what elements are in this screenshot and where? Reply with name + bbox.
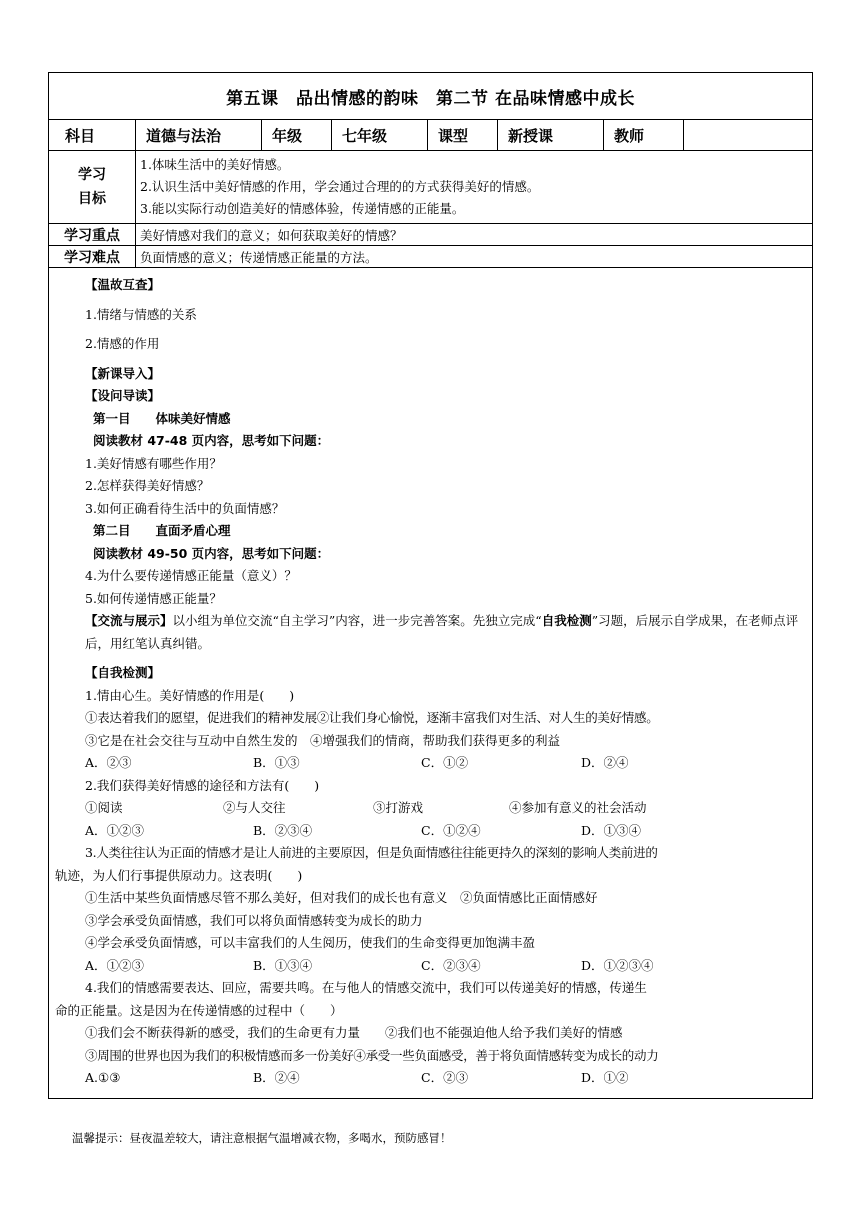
difficult-points-value: 负面情感的意义；传递情感正能量的方法。	[136, 246, 813, 268]
q3-stem: 3.人类往往认为正面的情感才是让人前进的主要原因，但是负面情感往往能更持久的深刻的影响人类前进的	[85, 845, 658, 860]
option: C．②③④	[421, 957, 481, 973]
teacher-label: 教师	[604, 120, 684, 151]
q2-choices	[55, 797, 806, 820]
lesson-title: 第五课 品出情感的韵味 第二节 在品味情感中成长	[49, 73, 813, 120]
question-item: 3.如何正确看待生活中的负面情感？	[85, 500, 285, 516]
exchange-bold: 自我检测	[541, 613, 592, 628]
q4-line: ③周围的世界也因为我们的积极情感而多一份美好④承受一些负面感受，善于将负面情感转变为成长的动力	[85, 1047, 659, 1063]
choice: ②与人交往	[223, 800, 286, 815]
q3-line: ①生活中某些负面情感尽管不那么美好，但对我们的成长也有意义 ②负面情感比正面情感好	[85, 890, 598, 905]
body-row	[49, 268, 813, 1099]
key-points-value: 美好情感对我们的意义；如何获取美好的情感？	[136, 224, 813, 246]
option: D．②④	[581, 755, 629, 770]
section1-read: 阅读教材 47-48 页内容，思考如下问题：	[93, 433, 330, 448]
q4-stem: 命的正能量。这是因为在传递情感的过程中（ ）	[55, 1002, 343, 1018]
choice: ①阅读	[85, 800, 123, 815]
option: A．①②③	[85, 957, 145, 973]
goal-item: 3.能以实际行动创造美好的情感体验，传递情感的正能量。	[140, 201, 465, 216]
question-item: 5.如何传递情感正能量？	[85, 590, 222, 606]
lesson-body	[49, 268, 813, 1099]
option: D．①②③④	[581, 957, 654, 973]
goals-list	[136, 151, 813, 224]
type-label: 课型	[428, 120, 498, 151]
q3-options	[55, 955, 806, 978]
goal-item: 2.认识生活中美好情感的作用，学会通过合理的的方式获得美好的情感。	[140, 179, 540, 194]
choice: ③打游戏	[373, 800, 424, 815]
key-points-row	[49, 224, 813, 246]
q1-line: ③它是在社会交往与互动中自然生发的 ④增强我们的情商，帮助我们获得更多的利益	[85, 732, 561, 748]
info-row	[49, 120, 813, 151]
question-item: 4.为什么要传递情感正能量（意义）？	[85, 568, 297, 583]
difficult-points-label: 学习难点	[49, 246, 136, 268]
goals-label	[49, 151, 136, 224]
review-item: 2.情感的作用	[85, 336, 160, 351]
option: D．①②	[581, 1070, 629, 1085]
option: C．②③	[421, 1070, 469, 1085]
goals-row	[49, 151, 813, 224]
q2-options	[55, 820, 806, 843]
exchange-paragraph	[55, 610, 806, 655]
option: A.①③	[85, 1070, 121, 1085]
section2-read: 阅读教材 49-50 页内容，思考如下问题：	[93, 545, 330, 561]
choice: ④参加有意义的社会活动	[509, 800, 647, 815]
section1-title: 第一目 体味美好情感	[93, 410, 231, 426]
key-points-label: 学习重点	[49, 224, 136, 246]
intro-heading: 【新课导入】	[85, 365, 161, 381]
q4-options	[55, 1067, 806, 1090]
question-item: 2.怎样获得美好情感？	[85, 478, 210, 493]
option: D．①③④	[581, 822, 642, 838]
q4-line: ①我们会不断获得新的感受，我们的生命更有力量 ②我们也不能强迫他人给予我们美好的情感	[85, 1025, 623, 1040]
q3-line: ③学会承受负面情感，我们可以将负面情感转变为成长的助力	[85, 912, 423, 928]
lesson-sheet	[48, 72, 812, 1099]
q1-options	[55, 752, 806, 775]
option: B．②③④	[253, 822, 313, 838]
q4-stem: 4.我们的情感需要表达、回应，需要共鸣。在与他人的情感交流中，我们可以传递美好的情感，传递生	[85, 980, 647, 995]
type-value: 新授课	[498, 120, 604, 151]
section2-title: 第二目 直面矛盾心理	[93, 523, 231, 538]
review-item: 1.情绪与情感的关系	[85, 306, 197, 322]
lesson-plan-table	[48, 72, 813, 1099]
q3-line: ④学会承受负面情感，可以丰富我们的人生阅历，使我们的生命变得更加饱满丰盈	[85, 935, 536, 950]
self-test-heading: 【自我检测】	[85, 665, 161, 680]
guide-heading: 【设问导读】	[85, 388, 161, 403]
difficult-points-row	[49, 246, 813, 268]
grade-label: 年级	[262, 120, 332, 151]
exchange-text-b: ”习题，后展示自学成果，在老师点评后，用红笔认真纠错。	[85, 613, 799, 651]
q2-stem: 2.我们获得美好情感的途径和方法有( )	[85, 777, 320, 793]
footer-tip: 温馨提示：昼夜温差较大，请注意根据气温增减衣物，多喝水，预防感冒！	[72, 1131, 452, 1145]
subject-label: 科目	[49, 120, 136, 151]
exchange-text-a: 以小组为单位交流“自主学习”内容，进一步完善答案。先独立完成“	[172, 613, 542, 628]
q3-stem: 轨迹，为人们行事提供原动力。这表明( )	[55, 867, 303, 883]
goals-label-line1: 学习	[78, 167, 106, 183]
question-item: 1.美好情感有哪些作用？	[85, 455, 222, 471]
goals-label-line2: 目标	[78, 191, 106, 207]
teacher-value	[684, 120, 813, 151]
option: B．①③④	[253, 957, 313, 973]
q1-line: ①表达着我们的愿望，促进我们的精神发展②让我们身心愉悦，逐渐丰富我们对生活、对人生的美好情感。	[85, 710, 659, 725]
option: B．②④	[253, 1070, 300, 1085]
option: C．①②④	[421, 822, 481, 838]
subject-value: 道德与法治	[136, 120, 262, 151]
option: A．①②③	[85, 822, 145, 838]
goal-item: 1.体味生活中的美好情感。	[140, 157, 290, 172]
exchange-heading: 【交流与展示】	[85, 613, 173, 628]
option: A．②③	[85, 755, 132, 770]
option: B．①③	[253, 755, 300, 770]
q1-stem: 1.情由心生。美好情感的作用是( )	[85, 687, 295, 703]
review-heading: 【温故互查】	[85, 277, 161, 292]
grade-value: 七年级	[332, 120, 428, 151]
option: C．①②	[421, 755, 469, 770]
